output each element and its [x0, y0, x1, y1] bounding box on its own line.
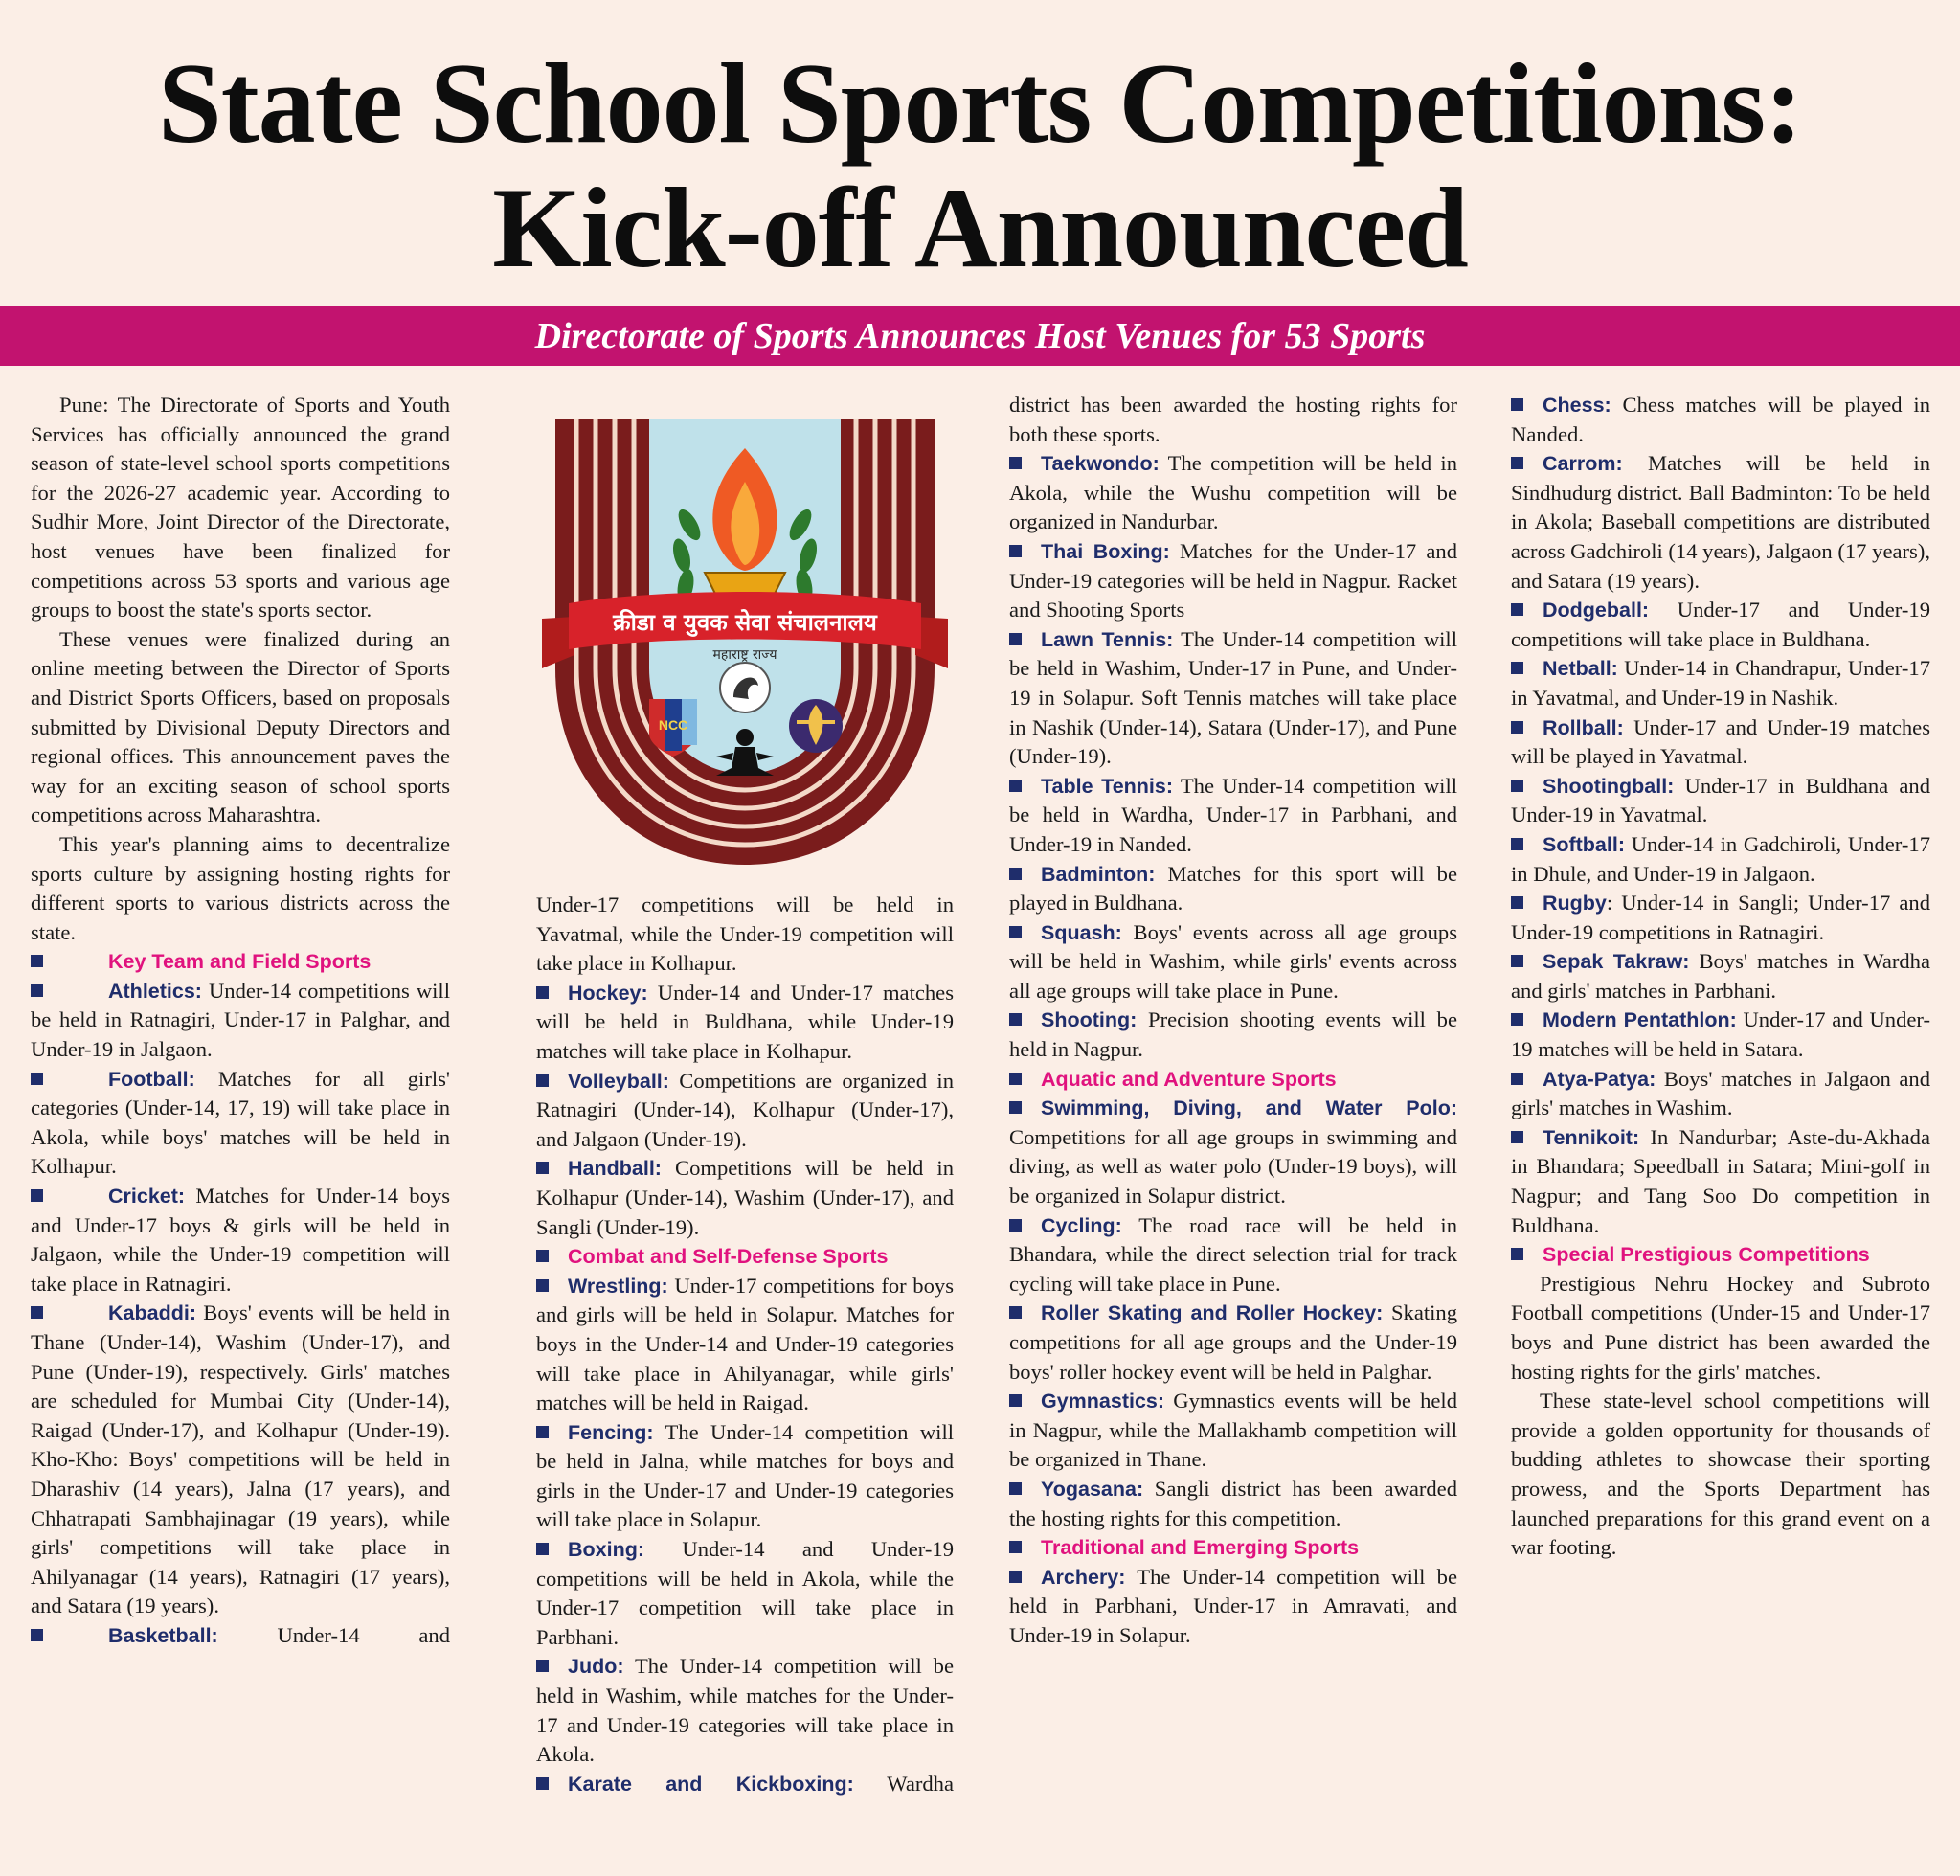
item-carrom: Carrom: Matches will be held in Sindhudurg district. Ball Badminton: To be held in Akola; Baseball competitions are distributed across Gadchiroli (14 years), Jalgaon (17 years), and Satara (19 years). — [1511, 451, 1930, 593]
item-handball: Handball: Competitions will be held in Kolhapur (Under-14), Washim (Under-17), and Sangli (Under-19). — [536, 1156, 954, 1239]
bullet-icon — [1009, 1219, 1022, 1232]
section-heading-team: Key Team and Field Sports — [31, 947, 450, 977]
subheadline: Directorate of Sports Announces Host Venues for 53 Sports — [534, 316, 1426, 356]
column-2 — [536, 891, 954, 1798]
bullet-icon — [1009, 1306, 1022, 1319]
bullet-icon — [1009, 545, 1022, 557]
closing-paragraph-1: Prestigious Nehru Hockey and Subroto Football competitions (Under-15 and Under-17 boys and Pune district has been awarded the hosting rights for the girls' matches. — [1511, 1271, 1930, 1384]
bullet-icon — [31, 1073, 43, 1085]
item-yogasana: Yogasana: Sangli district has been awarded the hosting rights for this competition. — [1009, 1476, 1457, 1530]
bullet-icon — [31, 955, 43, 967]
scout-emblem-icon — [789, 699, 843, 753]
section-heading-special: Special Prestigious Competitions — [1511, 1240, 1930, 1270]
bullet-icon — [1511, 896, 1523, 909]
bullet-icon — [1009, 868, 1022, 880]
bullet-icon — [1009, 1013, 1022, 1026]
item-cricket: Cricket: Matches for Under-14 boys and Under-17 boys & girls will be held in Jalgaon, while the Under-19 competition will take place in Ratnagiri. — [31, 1184, 450, 1296]
item-wrestling: Wrestling: Under-17 competitions for boys and girls will be held in Solapur. Matches for boys in the Under-14 and Under-19 categories will take place in Ahilyanagar, while girls' matches will be held in Raigad. — [536, 1273, 954, 1415]
item-athletics: Athletics: Under-14 competitions will be held in Ratnagiri, Under-17 in Palghar, and Under-19 in Jalgaon. — [31, 978, 450, 1062]
bullet-icon — [536, 1426, 549, 1438]
item-football: Football: Matches for all girls' categories (Under-14, 17, 19) will take place in Akola, while boys' matches will be held in Kolhapur. — [31, 1066, 450, 1179]
item-dodgeball: Dodgeball: Under-17 and Under-19 competitions will take place in Buldhana. — [1511, 598, 1930, 651]
item-gymnastics: Gymnastics: Gymnastics events will be held in Nagpur, while the Mallakhamb competition will be organized in Thane. — [1009, 1389, 1457, 1472]
headline-line-2: Kick-off Announced — [492, 164, 1468, 291]
bullet-icon — [1009, 1073, 1022, 1085]
bullet-icon — [536, 1777, 549, 1790]
item-basketball: Basketball: Under-14 and — [31, 1621, 450, 1651]
section-heading-traditional: Traditional and Emerging Sports — [1009, 1533, 1457, 1563]
item-rollball: Rollball: Under-17 and Under-19 matches will be played in Yavatmal. — [1511, 714, 1930, 769]
bullet-icon — [1009, 1394, 1022, 1407]
item-judo: Judo: The Under-14 competition will be held in Washim, while matches for the Under-17 and Under-19 categories will take place in Akola. — [536, 1654, 954, 1767]
logo-sub-text: महाराष्ट्र राज्य — [712, 647, 777, 663]
bullet-icon — [1511, 1248, 1523, 1260]
column-3 — [1009, 391, 1457, 1651]
item-basketball-cont: Under-17 competitions will be held in Yavatmal, while the Under-19 competition will take place in Kolhapur. — [536, 893, 954, 976]
bullet-icon — [536, 1162, 549, 1174]
section-heading-aquatic: Aquatic and Adventure Sports — [1009, 1065, 1457, 1095]
item-table-tennis: Table Tennis: The Under-14 competition will be held in Wardha, Under-17 in Parbhani, and Under-19 in Nanded. — [1009, 773, 1458, 856]
item-kabaddi: Kabaddi: Boys' events will be held in Thane (Under-14), Washim (Under-17), and Pune (Under-19), respectively. Girls' matches are scheduled for Mumbai City (Under-14), Raigad (Under-17), and Kolhapur (Under-19). Kho-Kho: Boys' competitions will be held in Dharashiv (14 years), Jalna (17 years), and Chhatrapati Sambhajinagar (19 years), while girls' competitions will take place in Ahilyanagar (14 years), Ratnagiri (17 years), and Satara (19 years). — [31, 1300, 450, 1618]
intro-paragraph-1: Pune: The Directorate of Sports and Youth Services has officially announced the grand season of state-level school sports competitions for the 2026-27 academic year. According to Sudhir More, Joint Director of the Directorate, host venues have been finalized for competitions across 53 sports and various age groups to boost the state's sports sector. — [31, 393, 450, 622]
item-karate-cont: district has been awarded the hosting rights for both these sports. — [1009, 393, 1457, 446]
headline-line-1: State School Sports Competitions: — [157, 39, 1803, 167]
intro-paragraph-2: These venues were finalized during an online meeting between the Director of Sports and District Sports Officers, based on proposals submitted by Divisional Deputy Directors and regional offices. This announcement paves the way for an exciting season of school sports competitions across Maharashtra. — [31, 626, 450, 827]
bullet-icon — [536, 1250, 549, 1262]
bullet-icon — [31, 1629, 43, 1641]
directorate-logo-emblem — [536, 381, 954, 879]
bullet-icon — [1009, 780, 1022, 792]
item-karate: Karate and Kickboxing: Wardha — [536, 1770, 954, 1799]
bullet-icon — [1511, 955, 1523, 967]
item-softball: Softball: Under-14 in Gadchiroli, Under-17 in Dhule, and Under-19 in Jalgaon. — [1511, 831, 1930, 886]
bullet-icon — [1511, 721, 1523, 734]
bullet-icon — [1511, 662, 1523, 674]
item-archery: Archery: The Under-14 competition will be held in Parbhani, Under-17 in Amravati, and Under-19 in Solapur. — [1009, 1564, 1457, 1647]
bullet-icon — [536, 1279, 549, 1292]
bullet-icon — [31, 1189, 43, 1202]
bullet-icon — [1511, 398, 1523, 411]
closing-paragraph-2: These state-level school competitions will provide a golden opportunity for thousands of budding athletes to showcase their sporting prowess, and the Sports Department has launched preparations for this grand event on a war footing. — [1511, 1389, 1930, 1560]
item-cycling: Cycling: The road race will be held in Bhandara, while the direct selection trial for track cycling will take place in Pune. — [1009, 1212, 1457, 1296]
item-shootingball: Shootingball: Under-17 in Buldhana and Under-19 in Yavatmal. — [1511, 773, 1930, 827]
item-squash: Squash: Boys' events across all age groups will be held in Washim, while girls' events across all age groups will take place in Pune. — [1009, 919, 1457, 1003]
bullet-icon — [1009, 1482, 1022, 1495]
item-thai-boxing: Thai Boxing: Matches for the Under-17 and Under-19 categories will be held in Nagpur. Racket and Shooting Sports — [1009, 538, 1458, 622]
bullet-icon — [1009, 457, 1022, 469]
logo-banner-text: क्रीडा व युवक सेवा संचालनालय — [613, 609, 877, 636]
item-atya-patya: Atya-Patya: Boys' matches in Jalgaon and girls' matches in Washim. — [1511, 1066, 1930, 1120]
item-sepak-takraw: Sepak Takraw: Boys' matches in Wardha and girls' matches in Parbhani. — [1511, 949, 1930, 1003]
bullet-icon — [1009, 1571, 1022, 1583]
item-lawn-tennis: Lawn Tennis: The Under-14 competition will be held in Washim, Under-17 in Pune, and Under-19 in Solapur. Soft Tennis matches will take place in Nashik (Under-14), Satara (Under-17), and Pune (Under-19). — [1009, 626, 1457, 769]
item-taekwondo: Taekwondo: The competition will be held in Akola, while the Wushu competition will be organized in Nandurbar. — [1009, 451, 1457, 534]
item-modern-pentathlon: Modern Pentathlon: Under-17 and Under-19 matches will be held in Satara. — [1511, 1007, 1930, 1062]
bullet-icon — [1009, 926, 1022, 938]
item-hockey: Hockey: Under-14 and Under-17 matches will be held in Buldhana, while Under-19 matches will take place in Kolhapur. — [536, 980, 954, 1063]
bullet-icon — [536, 1074, 549, 1087]
bullet-icon — [1511, 457, 1523, 469]
intro-paragraph-3: This year's planning aims to decentralize sports culture by assigning hosting rights for different sports to various districts across the state. — [31, 831, 450, 944]
bullet-icon — [1511, 780, 1523, 792]
item-netball: Netball: Under-14 in Chandrapur, Under-17 in Yavatmal, and Under-19 in Nashik. — [1511, 656, 1930, 710]
bullet-icon — [536, 986, 549, 999]
item-badminton: Badminton: Matches for this sport will be played in Buldhana. — [1009, 861, 1457, 915]
bullet-icon — [536, 1543, 549, 1555]
column-4 — [1511, 391, 1930, 1563]
bullet-icon — [1511, 1131, 1523, 1143]
column-1 — [31, 391, 450, 1651]
bullet-icon — [1009, 633, 1022, 645]
bullet-icon — [31, 984, 43, 997]
bullet-icon — [1511, 603, 1523, 616]
bullet-icon — [1009, 1541, 1022, 1553]
item-volleyball: Volleyball: Competitions are organized in Ratnagiri (Under-14), Kolhapur (Under-17), and Jalgaon (Under-19). — [536, 1068, 954, 1151]
item-shooting: Shooting: Precision shooting events will be held in Nagpur. — [1009, 1007, 1457, 1062]
subheadline-banner — [0, 306, 1960, 366]
item-chess: Chess: Chess matches will be played in Nanded. — [1511, 393, 1930, 446]
ncc-letters: NCC — [658, 717, 688, 733]
item-fencing: Fencing: The Under-14 competition will be held in Jalna, while matches for boys and girls in the Under-17 and Under-19 categories will take place in Solapur. — [536, 1419, 954, 1532]
bullet-icon — [1511, 1013, 1523, 1026]
item-swimming: Swimming, Diving, and Water Polo: Competitions for all age groups in swimming and diving, as well as water polo (Under-19 boys), will be organized in Solapur district. — [1009, 1096, 1457, 1209]
bullet-icon — [1009, 1101, 1022, 1114]
bullet-icon — [1511, 838, 1523, 850]
section-heading-combat: Combat and Self-Defense Sports — [536, 1242, 954, 1272]
item-tennikoit: Tennikoit: In Nandurbar; Aste-du-Akhada in Bhandara; Speedball in Satara; Mini-golf in Nagpur; and Tang Soo Do competition in Buldhana. — [1511, 1124, 1930, 1237]
item-roller-skating: Roller Skating and Roller Hockey: Skating competitions for all age groups and the Under-19 boys' roller hockey event will be held in Palghar. — [1009, 1300, 1458, 1384]
bullet-icon — [1511, 1073, 1523, 1085]
bullet-icon — [31, 1306, 43, 1319]
item-boxing: Boxing: Under-14 and Under-19 competitions will be held in Akola, while the Under-17 competition will take place in Parbhani. — [536, 1537, 954, 1649]
bullet-icon — [536, 1660, 549, 1672]
item-rugby: Rugby: Under-14 in Sangli; Under-17 and Under-19 competitions in Ratnagiri. — [1511, 891, 1930, 944]
